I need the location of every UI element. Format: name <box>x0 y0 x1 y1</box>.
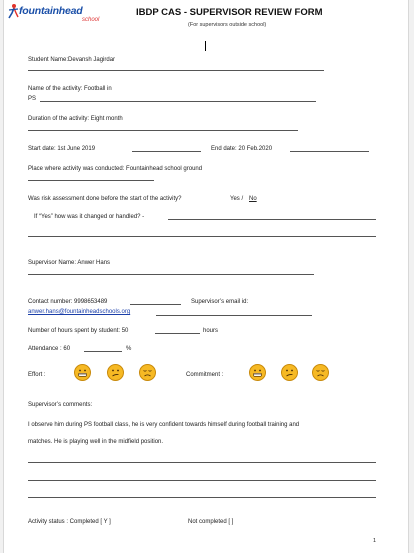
end-date: End date: 20 Feb.2020 <box>211 146 273 152</box>
rule <box>28 130 298 131</box>
contact-number: Contact number: 9998653489 <box>28 299 108 305</box>
form-title: IBDP CAS - SUPERVISOR REVIEW FORM <box>136 7 323 18</box>
rule <box>28 236 376 237</box>
rule <box>290 151 369 152</box>
disappointed-face-icon[interactable] <box>139 364 156 381</box>
rule <box>132 151 201 152</box>
rule <box>40 101 316 102</box>
logo-brand: fountainhead <box>19 5 83 17</box>
risk-yes: Yes / <box>230 196 244 202</box>
confused-face-icon[interactable] <box>107 364 124 381</box>
rule <box>28 180 154 181</box>
effort-label: Effort : <box>28 372 46 378</box>
commitment-label: Commitment : <box>186 372 224 378</box>
hours-unit: hours <box>203 328 219 334</box>
page-number: 1 <box>373 538 377 544</box>
rule <box>84 351 122 352</box>
status-not-completed: Not completed [ ] <box>188 519 234 525</box>
activity-name-line2: PS <box>28 96 37 102</box>
hours-spent: Number of hours spent by student: 50 <box>28 328 129 334</box>
comment-line-1: I observe him during PS football class, he is very confident towards himself during football training and <box>28 422 300 428</box>
grinning-face-icon[interactable] <box>249 364 266 381</box>
supervisor-name: Supervisor Name: Anwer Hans <box>28 260 111 266</box>
risk-no: No <box>249 196 257 202</box>
rule <box>28 70 324 71</box>
email-link[interactable]: anwer.hans@fountainheadschools.org <box>28 309 131 315</box>
rule <box>155 333 200 334</box>
rule <box>28 480 376 481</box>
activity-duration: Duration of the activity: Eight month <box>28 116 123 122</box>
rule <box>156 315 312 316</box>
form-subtitle: (For supervisors outside school) <box>188 22 267 28</box>
rule <box>28 462 376 463</box>
if-yes-question: If “Yes” how was it changed or handled? - <box>34 214 145 220</box>
rule <box>28 274 314 275</box>
rule <box>168 219 376 220</box>
start-date: Start date: 1st June 2019 <box>28 146 96 152</box>
attendance-unit: % <box>126 346 132 352</box>
activity-place: Place where activity was conducted: Fountainhead school ground <box>28 166 203 172</box>
rule <box>28 497 376 498</box>
text-cursor <box>205 41 206 51</box>
attendance: Attendance : 60 <box>28 346 71 352</box>
email-label: Supervisor’s email id: <box>191 299 249 305</box>
comments-label: Supervisor’s comments: <box>28 402 93 408</box>
risk-question: Was risk assessment done before the start of the activity? <box>28 196 182 202</box>
logo-figure-icon <box>8 3 19 19</box>
confused-face-icon[interactable] <box>281 364 298 381</box>
status-completed: Activity status : Completed [ Y ] <box>28 519 111 525</box>
grinning-face-icon[interactable] <box>74 364 91 381</box>
form-page <box>3 0 409 553</box>
rule <box>130 304 181 305</box>
comment-line-2: matches. He is playing well in the midfield position. <box>28 439 164 445</box>
student-name: Student Name:Devansh Jagirdar <box>28 57 116 63</box>
activity-name-line1: Name of the activity: Football in <box>28 86 112 92</box>
disappointed-face-icon[interactable] <box>312 364 329 381</box>
logo-sub: school <box>82 17 100 23</box>
